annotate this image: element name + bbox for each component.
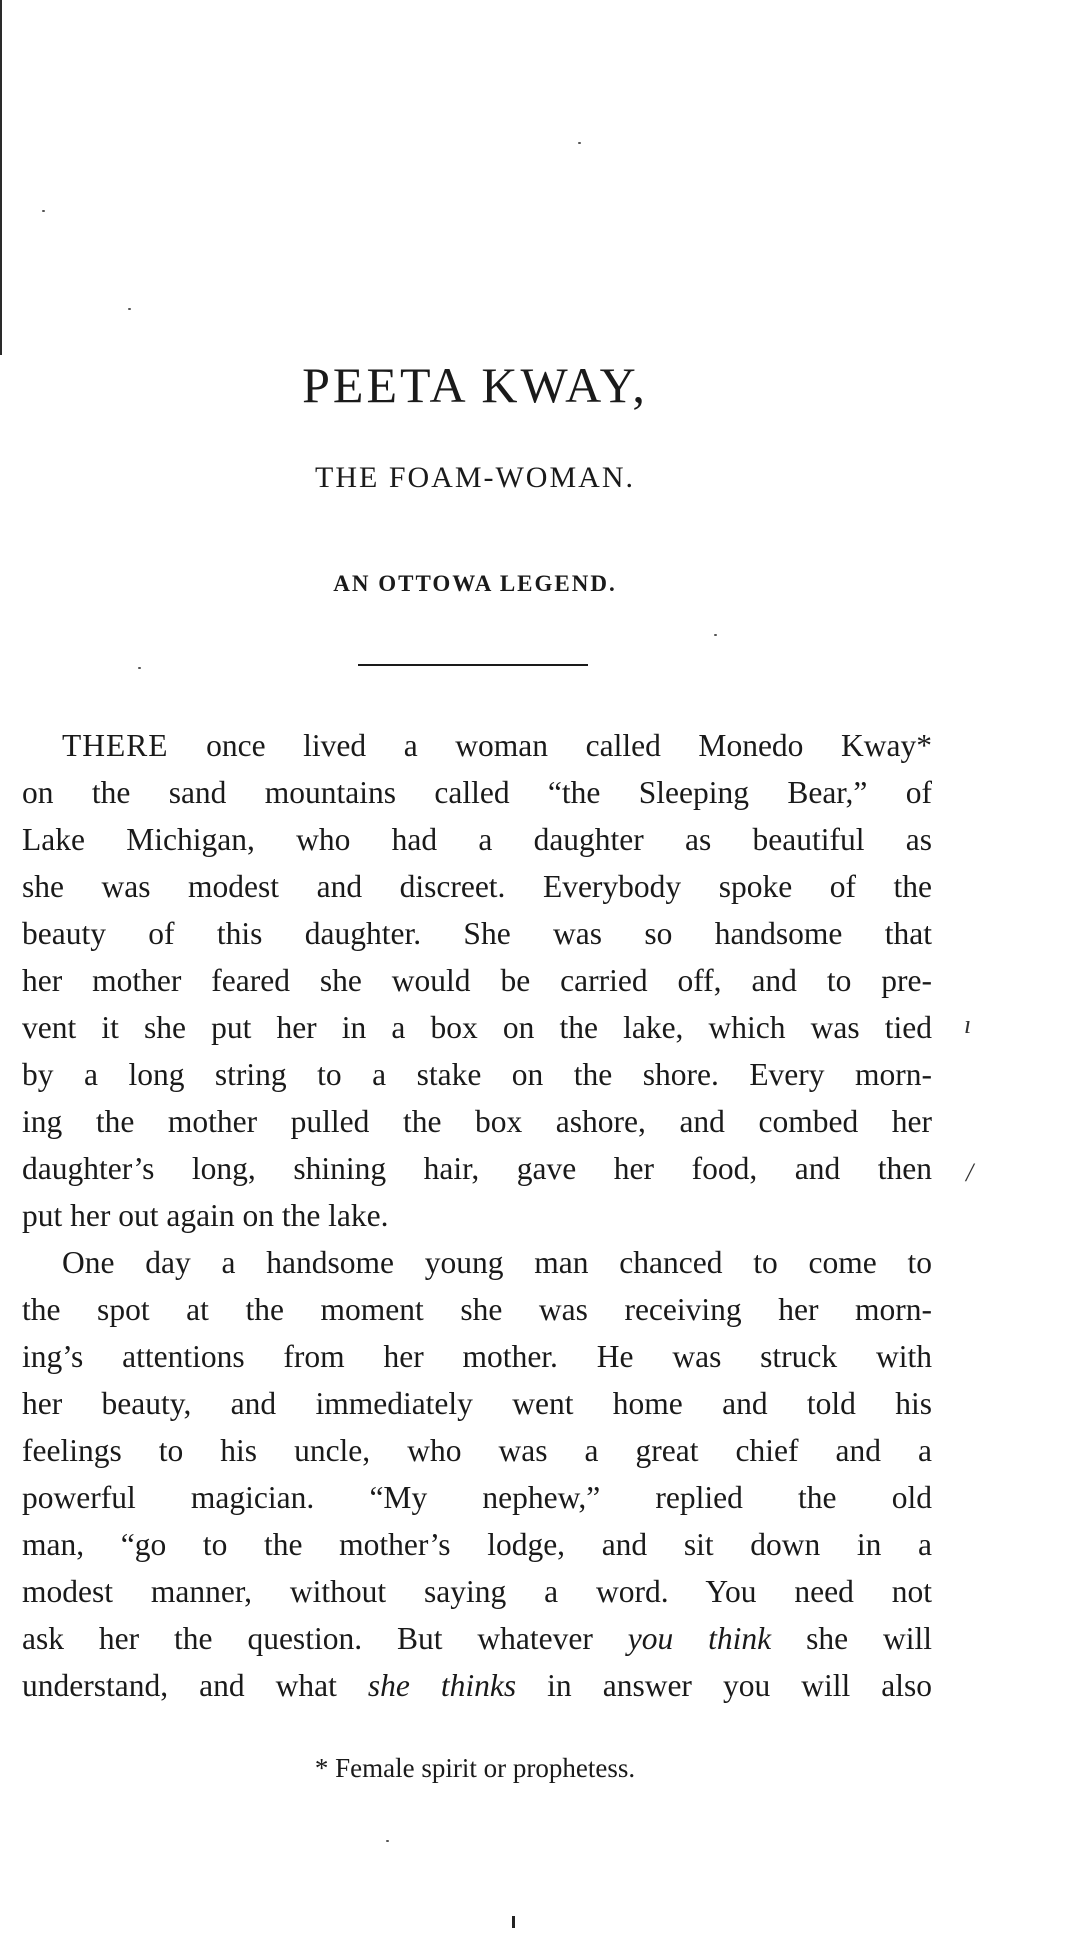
drop-word: THERE	[62, 728, 169, 763]
body-line: her mother feared she would be carried off, and to pre-	[22, 963, 932, 998]
body-line: THERE once lived a woman called Monedo Kway*	[62, 728, 932, 763]
footnote: * Female spirit or prophetess.	[314, 1753, 636, 1783]
body-line: she was modest and discreet. Everybody spoke of the	[22, 869, 932, 904]
print-speck	[42, 210, 45, 212]
body-line: ing the mother pulled the box ashore, and combed her	[22, 1104, 932, 1139]
body-line: modest manner, without saying a word. You need not	[22, 1574, 932, 1609]
body-line: the spot at the moment she was receiving her morn-	[22, 1292, 932, 1327]
emphasis: she thinks	[367, 1668, 517, 1703]
body-line: beauty of this daughter. She was so handsome that	[22, 916, 932, 951]
print-speck	[714, 634, 717, 636]
body-line: understand, and what she thinks in answer you will also	[22, 1668, 932, 1703]
story-subtitle: THE FOAM-WOMAN.	[315, 461, 635, 494]
body-line: Lake Michigan, who had a daughter as beautiful as	[22, 822, 932, 857]
print-speck	[128, 308, 131, 310]
body-line: powerful magician. “My nephew,” replied the old	[22, 1480, 932, 1515]
print-speck	[138, 667, 141, 669]
body-line: vent it she put her in a box on the lake, which was tied	[22, 1010, 932, 1045]
body-line: ing’s attentions from her mother. He was struck with	[22, 1339, 932, 1374]
story-title: PEETA KWAY,	[302, 357, 648, 413]
body-line: put her out again on the lake.	[22, 1198, 389, 1233]
page-mark	[512, 1916, 515, 1928]
body-line: daughter’s long, shining hair, gave her food, and then	[22, 1151, 932, 1186]
body-line: on the sand mountains called “the Sleeping Bear,” of	[22, 775, 932, 810]
legend-heading: AN OTTOWA LEGEND.	[333, 571, 617, 596]
print-speck	[578, 142, 581, 144]
body-line: by a long string to a stake on the shore. Every morn-	[22, 1057, 932, 1092]
body-line: feelings to his uncle, who was a great chief and a	[22, 1433, 932, 1468]
story-body	[22, 722, 932, 1709]
body-line: man, “go to the mother’s lodge, and sit down in a	[22, 1527, 932, 1562]
body-line: her beauty, and immediately went home and told his	[22, 1386, 932, 1421]
margin-mark: ı	[964, 1010, 972, 1039]
body-line: ask her the question. But whatever you think she will	[22, 1621, 933, 1656]
page-binding-edge	[0, 0, 2, 355]
section-divider	[358, 664, 588, 666]
emphasis: you think	[627, 1621, 772, 1656]
margin-mark: /	[966, 1158, 974, 1187]
print-speck	[386, 1840, 389, 1842]
body-line: One day a handsome young man chanced to come to	[62, 1245, 932, 1280]
